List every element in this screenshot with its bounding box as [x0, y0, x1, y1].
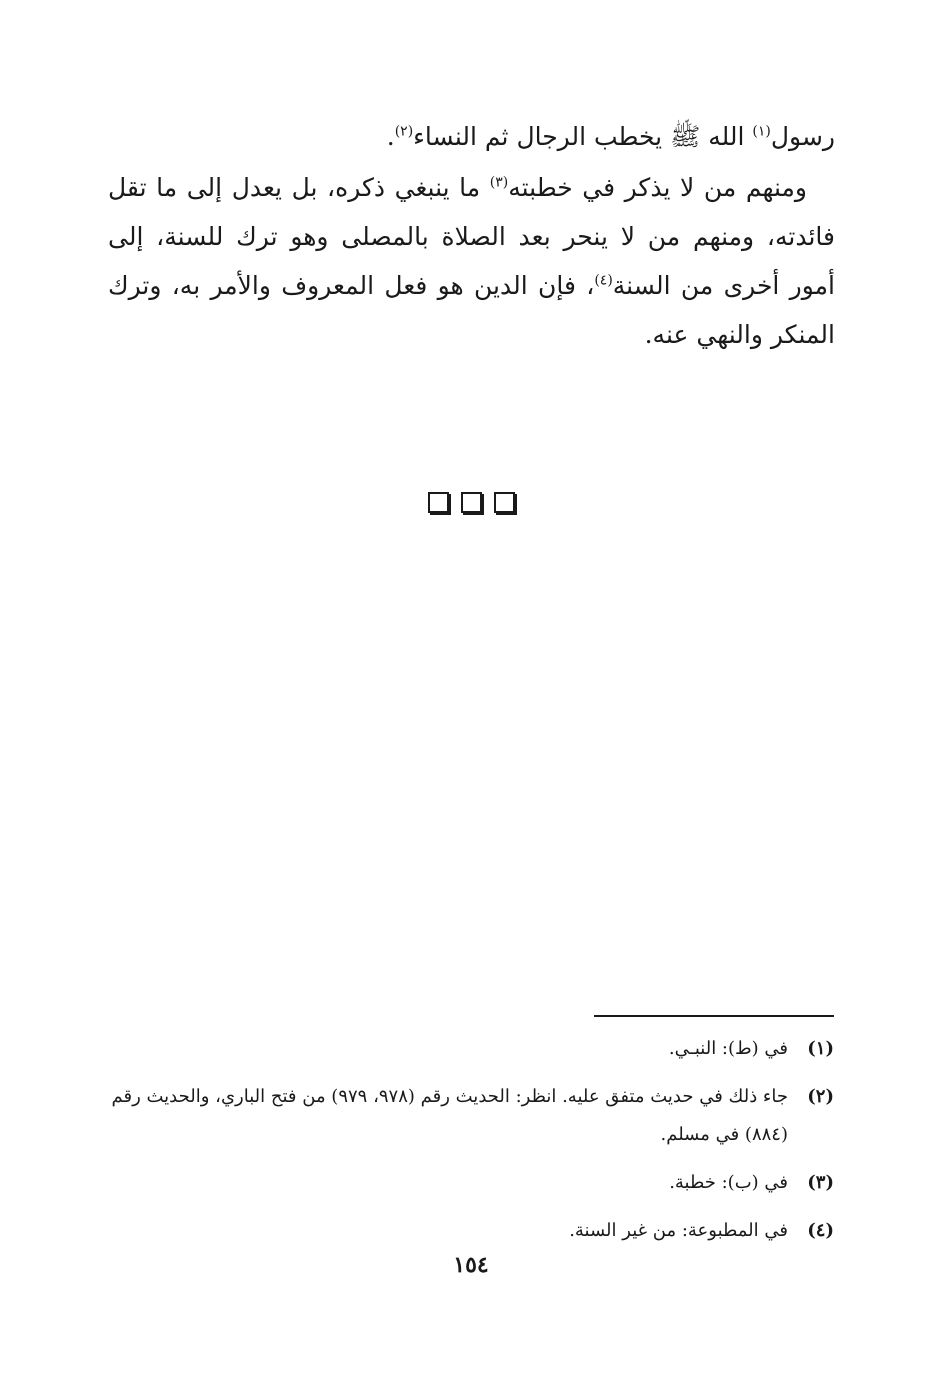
- footnotes: [104, 1030, 834, 1260]
- footnote-ref-4: (٤): [594, 272, 613, 289]
- page-number: ١٥٤: [453, 1252, 489, 1278]
- footnote-ref-2: (٢): [394, 123, 414, 140]
- main-text: [108, 112, 835, 359]
- text-span: ما ينبغي ذكره، بل يعدل إلى ما تقل فائدته، ومنهم من لا ينحر بعد الصلاة بالمصلى وهو ترك للسنة، إلى أمور أخرى من السنة: [108, 173, 836, 300]
- paragraph-2: [108, 163, 835, 359]
- footnote-text: في (ط): النبـي.: [668, 1038, 788, 1059]
- footnote-text: في (ب): خطبة.: [669, 1172, 788, 1193]
- text-span: رسول: [770, 122, 835, 151]
- footnote-item: [104, 1030, 834, 1068]
- footnote-text: جاء ذلك في حديث متفق عليه. انظر: الحديث رقم (٩٧٨، ٩٧٩) من فتح الباري، والحديث رقم (٨٨٤) في مسلم.: [111, 1086, 788, 1145]
- square-ornament-icon: [494, 492, 515, 513]
- text-span: .: [386, 122, 395, 151]
- text-span: الله ﷺ يخطب الرجال ثم النساء: [413, 122, 753, 151]
- footnote-number: (١): [807, 1038, 834, 1059]
- footnote-item: [104, 1212, 834, 1250]
- footnote-item: [104, 1164, 834, 1202]
- text-span: ومنهم من لا يذكر في خطبته: [508, 173, 807, 202]
- footnote-ref-1: (١): [752, 123, 771, 140]
- square-ornament-icon: [428, 492, 449, 513]
- text-span: ، فإن الدين هو فعل المعروف والأمر به، وترك المنكر والنهي عنه.: [108, 271, 835, 349]
- footnote-number: (٤): [807, 1220, 834, 1241]
- page-content: [108, 112, 835, 359]
- footnote-ref-3: (٣): [489, 174, 509, 191]
- footnote-text: في المطبوعة: من غير السنة.: [569, 1220, 788, 1241]
- footnote-divider: [594, 1015, 834, 1017]
- footnote-number: (٣): [807, 1172, 834, 1193]
- footnote-item: [104, 1078, 834, 1154]
- footnote-number: (٢): [807, 1086, 834, 1107]
- square-ornament-icon: [461, 492, 482, 513]
- paragraph-1: [108, 112, 835, 161]
- section-separator: [108, 492, 835, 513]
